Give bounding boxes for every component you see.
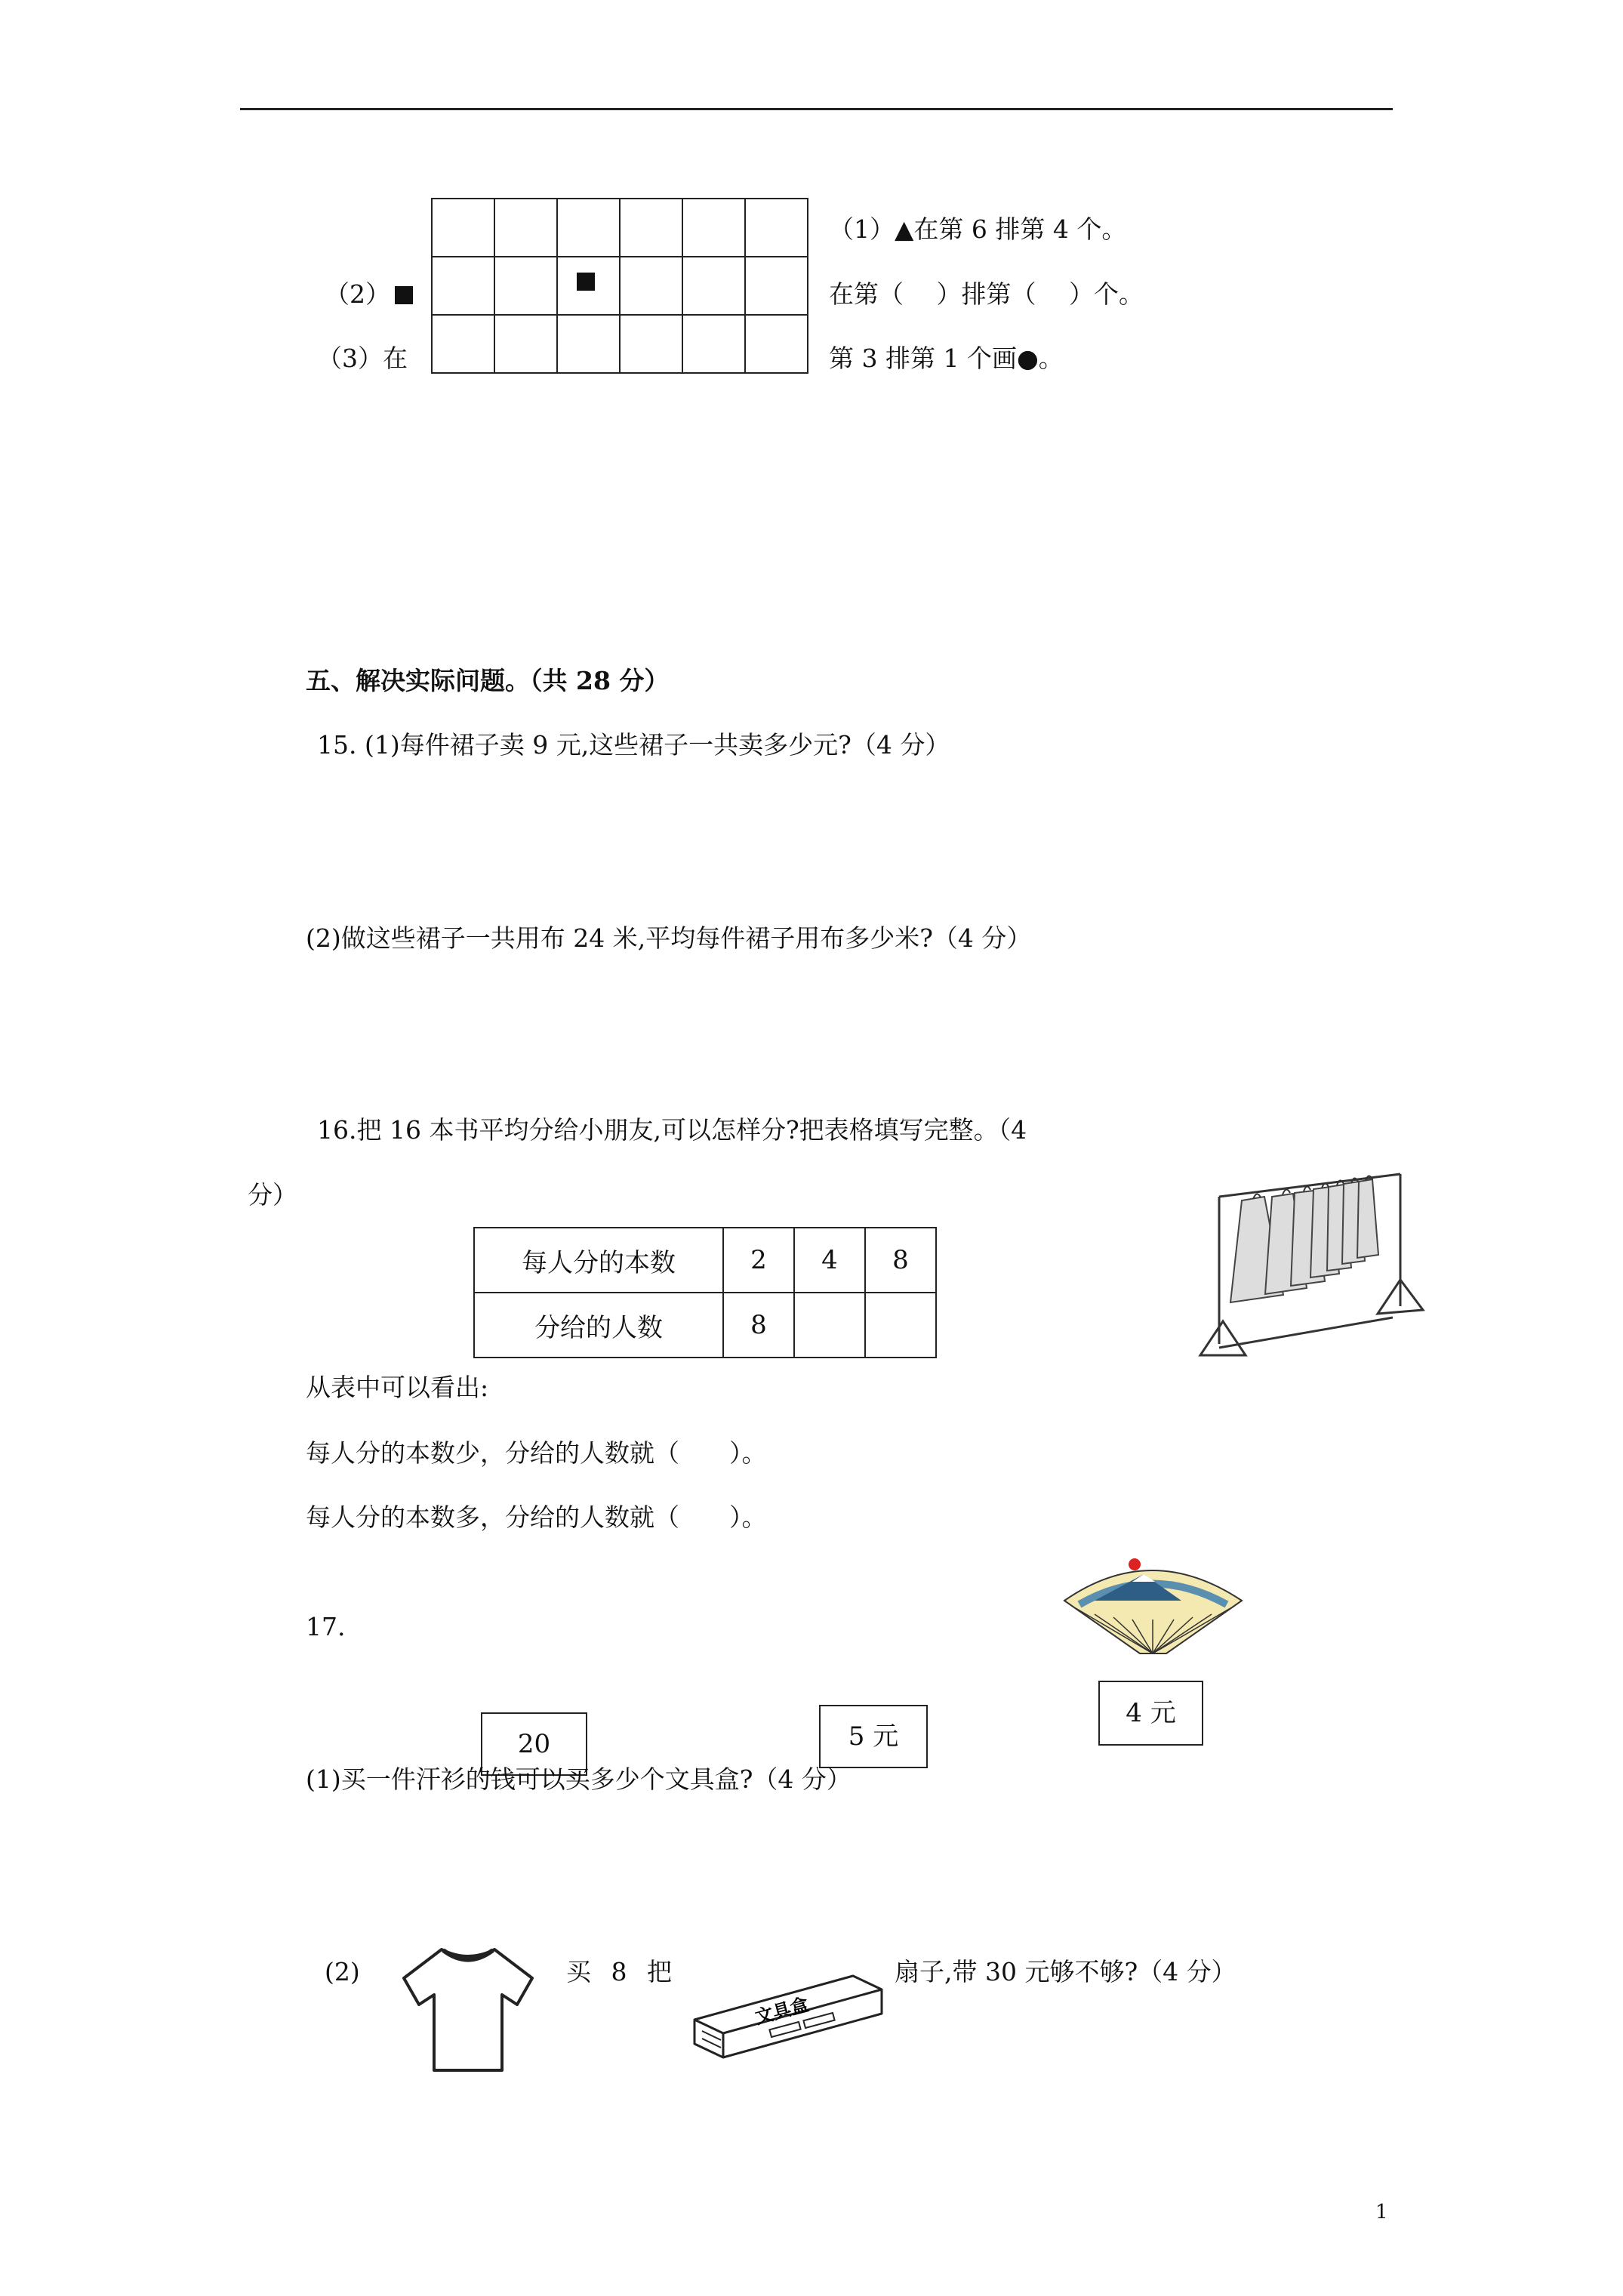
square-marker: [577, 273, 595, 291]
pencil-box-label: 文具盒: [753, 1993, 812, 2029]
q16-conclusion2: 每人分的本数多，分给的人数就（ ）。: [306, 1502, 767, 1532]
q17-part2-suffix: 扇子,带 30 元够不够?（4 分）: [895, 1957, 1236, 1986]
t-shirt-illustration: [396, 1940, 540, 2076]
fan-illustration: [1061, 1548, 1246, 1661]
q16-conclusion-intro: 从表中可以看出:: [306, 1373, 489, 1402]
table-label-books-per-person: 每人分的本数: [474, 1228, 723, 1293]
books-table: [473, 1227, 937, 1358]
header-rule: [240, 108, 1393, 110]
q16-line2: 分）: [248, 1180, 297, 1210]
grid-question-part1: （1）▲在第 6 排第 4 个。: [829, 214, 1127, 244]
table-cell: 4: [794, 1228, 865, 1293]
q17-number: 17.: [306, 1612, 346, 1641]
grid-question-part3-suffix: 第 3 排第 1 个画●。: [829, 344, 1064, 373]
grid-question-part2-suffix: 在第（ ）排第（ ）个。: [829, 279, 1144, 309]
price-box-fan: 4 元: [1098, 1681, 1203, 1746]
price-box-pencil-box: 5 元: [819, 1705, 928, 1768]
dress-rack-illustration: [1189, 1155, 1431, 1367]
q16-line1: 16.把 16 本书平均分给小朋友,可以怎样分?把表格填写完整。（4: [317, 1115, 1027, 1145]
table-cell-blank[interactable]: [865, 1293, 936, 1358]
q15-part2: (2)做这些裙子一共用布 24 米,平均每件裙子用布多少米?（4 分）: [306, 923, 1032, 953]
square-icon: [395, 286, 413, 304]
table-cell: 2: [723, 1228, 794, 1293]
q17-part2-mid: 买 8 把: [566, 1957, 678, 1986]
q15-part1: 15. (1)每件裙子卖 9 元,这些裙子一共卖多少元?（4 分）: [317, 730, 950, 760]
q17-part1: (1)买一件汗衫的钱可以买多少个文具盒?（4 分）: [306, 1764, 852, 1794]
grid-question-part2-prefix: （2）: [325, 279, 413, 310]
price-box-shirt-overlay: [481, 1712, 587, 1776]
seat-grid: [431, 198, 808, 374]
table-cell: 8: [723, 1293, 794, 1358]
section-heading: 五、解决实际问题。（共 28 分）: [306, 666, 670, 695]
pencil-box-illustration: [687, 1967, 887, 2065]
page-number: 1: [1375, 2201, 1388, 2224]
table-cell-blank[interactable]: [794, 1293, 865, 1358]
grid-question-part3-prefix: （3）在: [317, 344, 408, 373]
table-cell: 8: [865, 1228, 936, 1293]
table-label-people: 分给的人数: [474, 1293, 723, 1358]
q16-conclusion1: 每人分的本数少，分给的人数就（ ）。: [306, 1438, 767, 1468]
q17-part2-prefix: (2): [325, 1957, 360, 1986]
price-box-shirt: 20: [481, 1712, 587, 1776]
